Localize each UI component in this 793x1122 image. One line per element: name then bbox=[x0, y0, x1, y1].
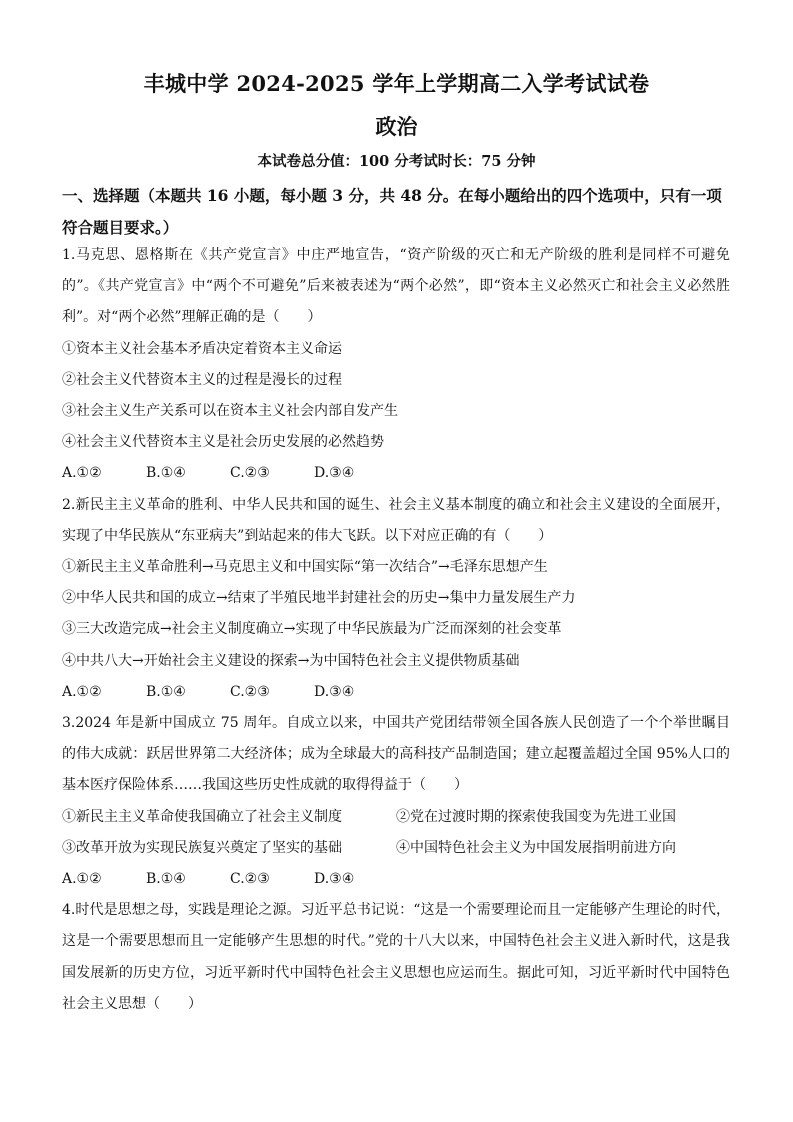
option-item: ④中共八大→开始社会主义建设的探索→为中国特色社会主义提供物质基础 bbox=[62, 652, 520, 669]
option-item: ④社会主义代替资本主义是社会历史发展的必然趋势 bbox=[62, 434, 384, 451]
question-stem: 3.2024 年是新中国成立 75 周年。自成立以来，中国共产党团结带领全国各族人民创造了一个个举世瞩目的伟大成就：跃居世界第二大经济体；成为全球最大的高科技产品制造国；建立起覆盖超过全国 95%人口的基本医疗保险体系……我国这些历史性成就的取得得益于（ ） bbox=[62, 715, 730, 794]
answer-choice-c: C.②③ bbox=[230, 465, 270, 482]
option-item: ④中国特色社会主义为中国发展指明前进方向 bbox=[396, 839, 676, 856]
question-3 bbox=[62, 708, 730, 895]
question-1 bbox=[62, 240, 730, 490]
question-stem: 4.时代是思想之母，实践是理论之源。习近平总书记说：“这是一个需要理论而且一定能够产生理论的时代，这是一个需要思想而且一定能够产生思想的时代。”党的十八大以来，中国特色社会主义进入新时代，这是我国发展新的历史方位，习近平新时代中国特色社会主义思想也应运而生。据此可知，习近平新时代中国特色社会主义思想（ ） bbox=[62, 902, 730, 1012]
questions-list bbox=[62, 240, 730, 1020]
exam-title: 丰城中学 2024-2025 学年上学期高二入学考试试卷 bbox=[143, 71, 650, 96]
option-item: ①新民主主义革命使我国确立了社会主义制度 bbox=[62, 808, 342, 825]
answer-choices bbox=[62, 458, 730, 489]
option-row bbox=[62, 833, 730, 864]
answer-choice-d: D.③④ bbox=[314, 465, 355, 482]
answer-choices bbox=[62, 864, 730, 895]
question-4 bbox=[62, 895, 730, 1020]
option-item: ②社会主义代替资本主义的过程是漫长的过程 bbox=[62, 371, 342, 388]
option-item: ③三大改造完成→社会主义制度确立→实现了中华民族最为广泛而深刻的社会变革 bbox=[62, 621, 562, 638]
option-item: ①资本主义社会基本矛盾决定着资本主义命运 bbox=[62, 340, 342, 357]
answer-choices bbox=[62, 677, 730, 708]
answer-choice-b: B.①④ bbox=[146, 683, 186, 700]
question-2 bbox=[62, 490, 730, 708]
question-stem: 1.马克思、恩格斯在《共产党宣言》中庄严地宣告，“资产阶级的灭亡和无产阶级的胜利是同样不可避免的”。《共产党宣言》中“两个不可避免”后来被表述为“两个必然”，即“资本主义必然灭亡和社会主义必然胜利”。对“两个必然”理解正确的是（ ） bbox=[62, 247, 730, 326]
answer-choice-c: C.②③ bbox=[230, 871, 270, 888]
answer-choice-a: A.①② bbox=[62, 683, 102, 700]
section-heading: 一、选择题（本题共 16 小题，每小题 3 分，共 48 分。在每小题给出的四个选项中，只有一项符合题目要求。） bbox=[62, 186, 722, 237]
option-row bbox=[62, 802, 730, 833]
option-item: ③社会主义生产关系可以在资本主义社会内部自发产生 bbox=[62, 403, 398, 420]
answer-choice-a: A.①② bbox=[62, 465, 102, 482]
answer-choice-b: B.①④ bbox=[146, 871, 186, 888]
option-item: ③改革开放为实现民族复兴奠定了坚实的基础 bbox=[62, 839, 342, 856]
subject-title: 政治 bbox=[375, 114, 418, 139]
answer-choice-c: C.②③ bbox=[230, 683, 270, 700]
exam-meta: 本试卷总分值：100 分考试时长：75 分钟 bbox=[257, 153, 536, 170]
answer-choice-d: D.③④ bbox=[314, 683, 355, 700]
option-item: ②中华人民共和国的成立→结束了半殖民地半封建社会的历史→集中力量发展生产力 bbox=[62, 590, 576, 607]
answer-choice-d: D.③④ bbox=[314, 871, 355, 888]
option-item: ②党在过渡时期的探索使我国变为先进工业国 bbox=[396, 808, 676, 825]
answer-choice-b: B.①④ bbox=[146, 465, 186, 482]
answer-choice-a: A.①② bbox=[62, 871, 102, 888]
option-item: ①新民主主义革命胜利→马克思主义和中国实际“第一次结合”→毛泽东思想产生 bbox=[62, 559, 548, 576]
question-stem: 2.新民主主义革命的胜利、中华人民共和国的诞生、社会主义基本制度的确立和社会主义建设的全面展开，实现了中华民族从“东亚病夫”到站起来的伟大飞跃。以下对应正确的有（ ） bbox=[62, 496, 730, 544]
